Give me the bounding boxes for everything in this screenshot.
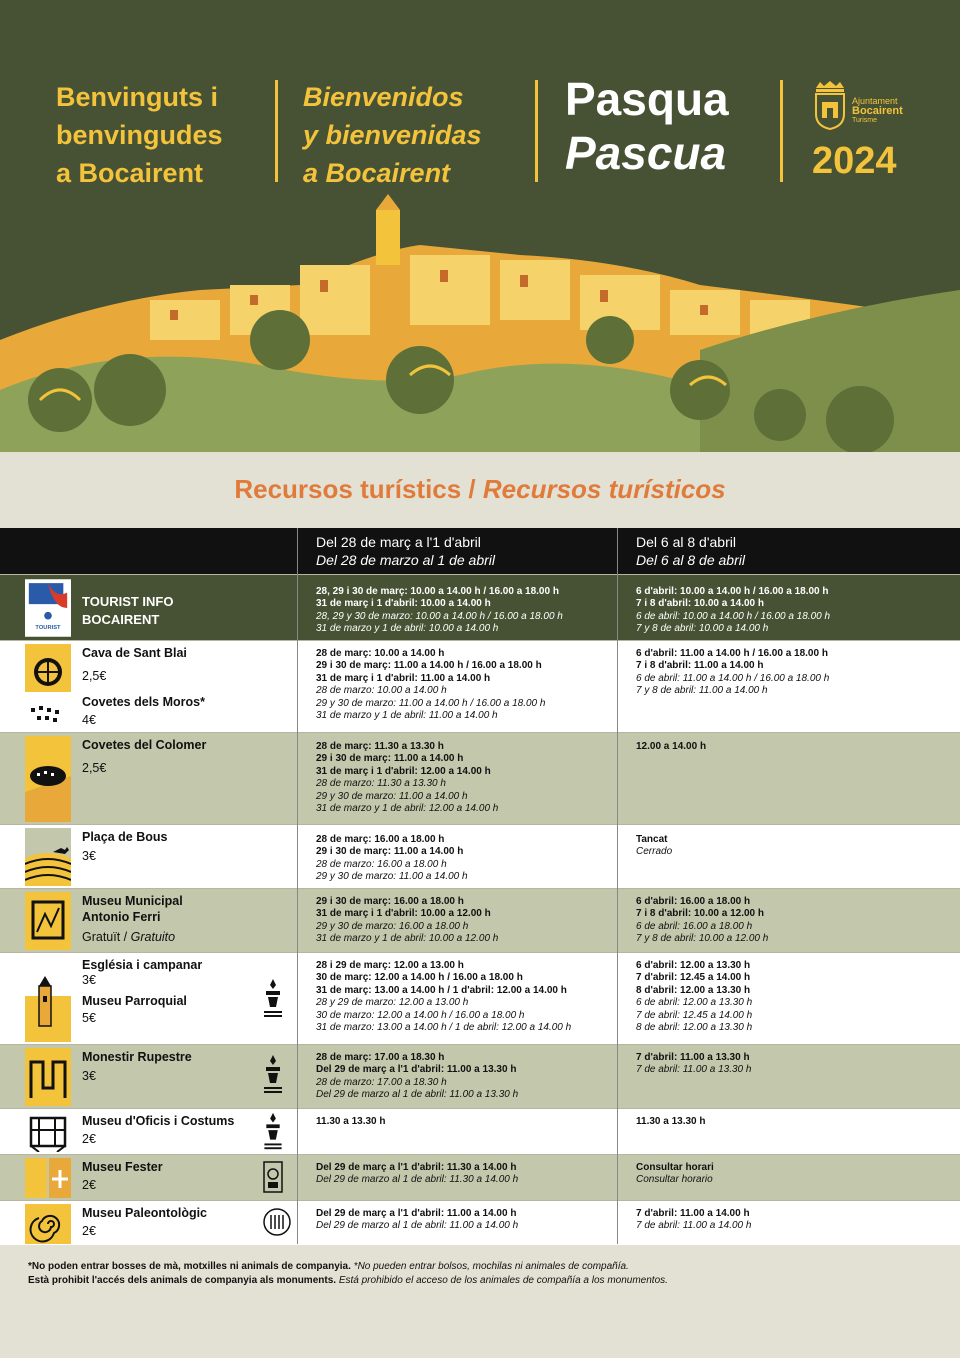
- table-row: Museu Municipal Antonio Ferri Gratuït / Gratuito 29 i 30 de març: 16.00 a 18.00 h 31 de març i 1 d'abril: 10.00 a 12.00 h 29 y 30 de marzo: 16.00 a 18.00 h 31 de marzo y 1 de abril: 10.00 a 12.00 h 6 d'abril: 16.00 a 18.00 h 7 i 8 d'abril: 10.00 a 12.00 h 6 de abril: 16.00 a 18.00 h 7 y 8 de abril: 10.00 a 12.00 h: [0, 888, 960, 953]
- loom-icon: [25, 1112, 71, 1152]
- column-divider: [617, 528, 618, 1244]
- resource-price: 3€: [82, 1069, 96, 1083]
- resource-name: Covetes del Colomer: [82, 738, 207, 752]
- paleontology-logo-icon: [262, 1207, 292, 1237]
- table-row: Museu d'Oficis i Costums 2€ 11.30 a 13.30 h 11.30 a 13.30 h: [0, 1108, 960, 1155]
- cave-dwellings-icon: [25, 736, 71, 822]
- ammonite-fossil-icon: [25, 1204, 71, 1244]
- divider: [535, 80, 538, 182]
- church-tower-icon: [25, 956, 71, 1042]
- rock-monastery-icon: [25, 1048, 71, 1106]
- resource-name: Museu Fester: [82, 1160, 163, 1174]
- resource-name: Museu Municipal: [82, 894, 183, 908]
- column-divider: [297, 528, 298, 1244]
- table-row: Museu Paleontològic 2€ Del 29 de març a l'1 d'abril: 11.00 a 14.00 h Del 29 de marzo al 1 de abril: 11.00 a 14.00 h 7 d'abril: 11.00 a 14.00 h 7 de abril: 11.00 a 14.00 h: [0, 1200, 960, 1245]
- resource-name: Museu Parroquial: [82, 994, 187, 1008]
- resource-name: Església i campanar: [82, 958, 203, 972]
- town-illustration: [0, 190, 960, 452]
- resource-name: TOURIST INFO BOCAIRENT: [82, 594, 174, 627]
- town-logo-text: Ajuntament Bocairent Turisme: [852, 96, 903, 124]
- museum-frame-icon: [25, 892, 71, 950]
- resource-price: 3€: [82, 973, 96, 987]
- town-crest-icon: [812, 80, 848, 130]
- table-row: Cava de Sant Blai 2,5€ Covetes dels Moros* 4€ 28 de març: 10.00 a 14.00 h 29 i 30 de març: 11.00 a 14.00 h / 16.00 a 18.00 h 31 de març i 1 d'abril: 11.00 a 14.00 h 28 de marzo: 10.00 a 14.00 h 29 y 30 de marzo: 11.00 a 14.00 h / 16.00 a 18.00 h 31 de marzo y 1 de abril: 11.00 a 14.00 h 6 d'abril: 11.00 a 14.00 h / 16.00 a 18.00 h 7 i 8 d'abril: 11.00 a 14.00 h 6 de abril: 11.00 a 14.00 h / 16.00 a 18.00 h 7 y 8 de abril: 11.00 a 14.00 h: [0, 640, 960, 733]
- year: 2024: [812, 140, 897, 182]
- resource-name: Covetes dels Moros*: [82, 695, 205, 709]
- festival-banner-icon: [25, 1158, 71, 1198]
- parish-logo-icon: [262, 1053, 284, 1097]
- table-row: Museu Fester 2€ Del 29 de març a l'1 d'abril: 11.30 a 14.00 h Del 29 de marzo al 1 de abril: 11.30 a 14.00 h Consultar horari Consultar horario: [0, 1154, 960, 1201]
- divider: [780, 80, 783, 182]
- resource-price: 4€: [82, 713, 96, 727]
- resource-name: Monestir Rupestre: [82, 1050, 192, 1064]
- resource-name: Antonio Ferri: [82, 910, 161, 924]
- parish-logo-icon: [262, 977, 284, 1021]
- tourist-info-icon: [25, 578, 71, 638]
- poster-header: [0, 0, 960, 452]
- resource-price: 2,5€: [82, 761, 107, 775]
- resource-name: Plaça de Bous: [82, 830, 168, 844]
- festival-association-logo-icon: [262, 1160, 284, 1194]
- event-title: Pasqua Pascua: [565, 73, 729, 179]
- cave-icon: [25, 644, 71, 730]
- resource-name: Cava de Sant Blai: [82, 646, 187, 660]
- footer-notes: *No poden entrar bosses de mà, motxilles ni animals de companyia. *No pueden entrar bolsos, mochilas ni animales de compañía. Està prohibit l'accés dels animals de companyia als monuments. Está prohibido el acceso de los animales de compañía a los monumentos.: [28, 1261, 668, 1286]
- greeting-spanish: Bienvenidos y bienvenidas a Bocairent: [303, 82, 482, 188]
- resource-price: Gratuït / Gratuito: [82, 930, 176, 944]
- resource-name: Museu d'Oficis i Costums: [82, 1114, 235, 1128]
- resource-price: 3€: [82, 849, 96, 863]
- resource-name: Museu Paleontològic: [82, 1206, 208, 1220]
- resource-price: 5€: [82, 1011, 96, 1025]
- table-row: Covetes del Colomer 2,5€ 28 de març: 11.30 a 13.30 h 29 i 30 de març: 11.00 a 14.00 h 31 de març i 1 d'abril: 12.00 a 14.00 h 28 de marzo: 11.30 a 13.30 h 29 y 30 de marzo: 11.00 a 14.00 h 31 de marzo y 1 de abril: 12.00 a 14.00 h 12.00 a 14.00 h: [0, 732, 960, 825]
- table-row: Església i campanar 3€ Museu Parroquial 5€ 28 i 29 de març: 12.00 a 13.00 h 30 de març: 12.00 a 14.00 h / 16.00 a 18.00 h 31 de març: 13.00 a 14.00 h / 1 d'abril: 12.00 a 14.00 h 28 y 29 de marzo: 12.00 a 13.00 h 30 de marzo: 12.00 a 14.00 h / 16.00 a 18.00 h 31 de marzo: 13.00 a 14.00 h / 1 de abril: 12.00 a 14.00 h 6 d'abril: 12.00 a 13.30 h 7 d'abril: 12.45 a 14.00 h 8 d'abril: 12.00 a 13.30 h 6 de abril: 12.00 a 13.30 h 7 de abril: 12.45 a 14.00 h 8 de abril: 12.00 a 13.30 h: [0, 952, 960, 1045]
- bullring-icon: [25, 828, 71, 886]
- parish-logo-icon: [262, 1111, 284, 1153]
- divider: [275, 80, 278, 182]
- resource-price: 2€: [82, 1224, 96, 1238]
- table-row: Plaça de Bous 3€ 28 de març: 16.00 a 18.00 h 29 i 30 de març: 11.00 a 14.00 h 28 de marzo: 16.00 a 18.00 h 29 y 30 de marzo: 11.00 a 14.00 h Tancat Cerrado: [0, 824, 960, 889]
- svg-text:TOURIST: TOURIST: [35, 625, 61, 632]
- section-title: Recursos turístics / Recursos turísticos: [234, 474, 726, 504]
- greeting-catalan: Benvinguts i benvingudes a Bocairent: [56, 82, 223, 188]
- resource-price: 2€: [82, 1132, 96, 1146]
- table-row: Monestir Rupestre 3€ 28 de març: 17.00 a 18.30 h Del 29 de març a l'1 d'abril: 11.00 a 13.30 h 28 de marzo: 17.00 a 18.30 h Del 29 de marzo al 1 de abril: 11.00 a 13.30 h 7 d'abril: 11.00 a 13.30 h 7 de abril: 11.00 a 13.30 h: [0, 1044, 960, 1109]
- resource-price: 2,5€: [82, 669, 107, 683]
- table-row: TOURIST TOURIST INFO BOCAIRENT 28, 29 i 30 de març: 10.00 a 14.00 h / 16.00 a 18.00 h 31 de març i 1 d'abril: 10.00 a 14.00 h 28, 29 y 30 de marzo: 10.00 a 14.00 h / 16.00 a 18.00 h 31 de marzo y 1 de abril: 10.00 a 14.00 h 6 d'abril: 10.00 a 14.00 h / 16.00 a 18.00 h 7 i 8 d'abril: 10.00 a 14.00 h 6 de abril: 10.00 a 14.00 h / 16.00 a 18.00 h 7 y 8 de abril: 10.00 a 14.00 h: [0, 574, 960, 641]
- table-header: Del 28 de març a l'1 d'abril Del 28 de marzo al 1 de abril Del 6 al 8 d'abril Del 6 al 8 de abril: [0, 528, 960, 574]
- resource-price: 2€: [82, 1178, 96, 1192]
